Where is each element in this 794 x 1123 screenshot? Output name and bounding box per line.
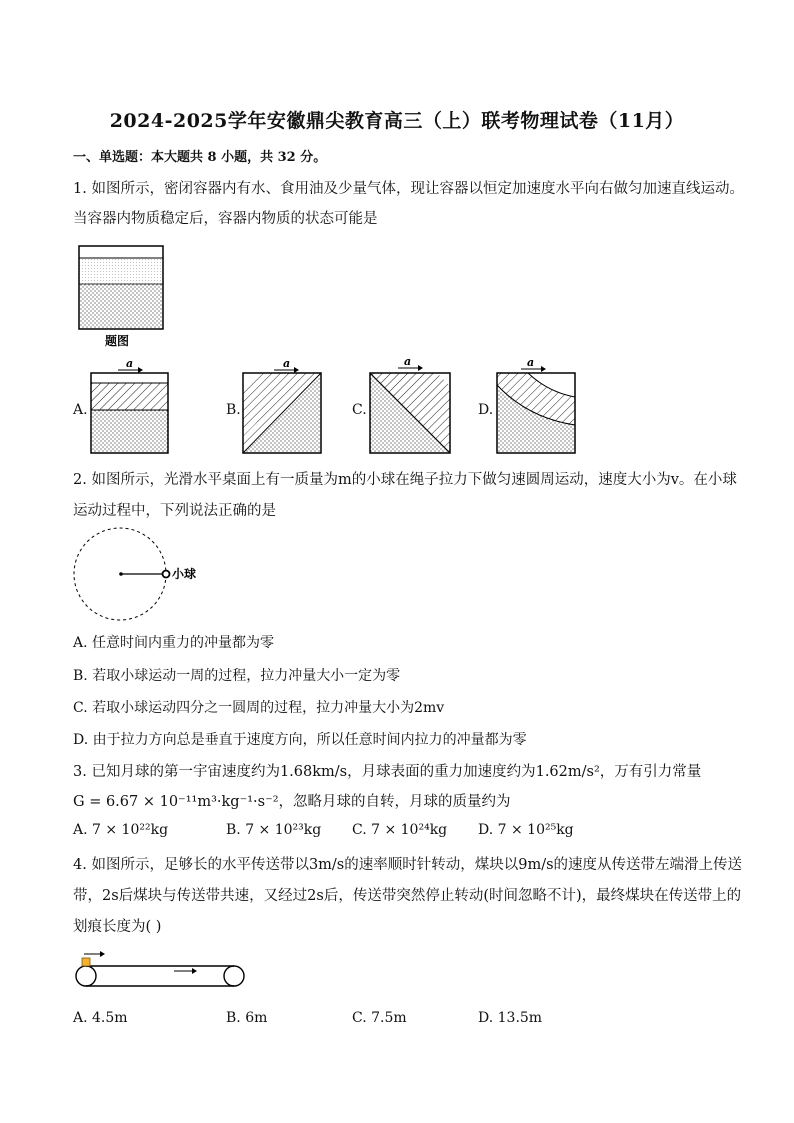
q1-option-a-figure xyxy=(91,357,168,453)
q2-ball-label: 小球 xyxy=(172,567,197,581)
q1-figure-caption: 题图 xyxy=(105,334,130,348)
q1-a-accel-label: a xyxy=(126,357,134,370)
q1-option-d-label[interactable]: D. xyxy=(478,402,494,418)
q3-stem-line2: G = 6.67 × 10⁻¹¹m³·kg⁻¹·s⁻²，忽略月球的自转，月球的质量约为 xyxy=(73,794,511,810)
section-heading: 一、单选题：本大题共 8 小题，共 32 分。 xyxy=(73,150,327,165)
q1-option-c-figure xyxy=(370,373,450,453)
q3-option-c[interactable]: C. 7 × 10²⁴kg xyxy=(352,822,448,838)
q1-c-accel-label: a xyxy=(404,355,412,368)
q2-option-d[interactable]: D. 由于拉力方向总是垂直于速度方向，所以任意时间内拉力的冲量都为零 xyxy=(73,732,527,748)
q2-circle-figure xyxy=(60,520,220,630)
q4-option-a[interactable]: A. 4.5m xyxy=(73,1010,128,1026)
q1-option-a-label[interactable]: A. xyxy=(73,402,88,418)
q1-stem-line2: 当容器内物质稳定后，容器内物质的状态可能是 xyxy=(73,211,378,227)
q1-option-b-label[interactable]: B. xyxy=(226,402,241,418)
q2-stem-line1: 2. 如图所示，光滑水平桌面上有一质量为m的小球在绳子拉力下做匀速圆周运动，速度大小为v。在小球 xyxy=(73,472,737,488)
q2-option-a[interactable]: A. 任意时间内重力的冲量都为零 xyxy=(73,635,275,651)
q4-option-d[interactable]: D. 13.5m xyxy=(478,1010,543,1026)
q2-option-c[interactable]: C. 若取小球运动四分之一圆周的过程，拉力冲量大小为2mv xyxy=(73,700,445,716)
q1-option-c-label[interactable]: C. xyxy=(352,402,367,418)
q4-option-b[interactable]: B. 6m xyxy=(226,1010,268,1026)
q4-stem-line2: 带，2s后煤块与传送带共速，又经过2s后，传送带突然停止转动(时间忽略不计)，最终煤块在传送带上的 xyxy=(73,888,742,904)
q3-stem-line1: 3. 已知月球的第一宇宙速度约为1.68km/s，月球表面的重力加速度约为1.62m/s²，万有引力常量 xyxy=(73,764,702,780)
q1-option-d-figure xyxy=(497,373,575,453)
q1-figures xyxy=(0,0,794,470)
q1-stem-line1: 1. 如图所示，密闭容器内有水、食用油及少量气体，现让容器以恒定加速度水平向右做匀加速直线运动。 xyxy=(73,181,744,197)
q1-b-accel-label: a xyxy=(283,357,291,370)
q2-option-b[interactable]: B. 若取小球运动一周的过程，拉力冲量大小一定为零 xyxy=(73,668,401,684)
q2-ball xyxy=(163,571,170,578)
q3-option-b[interactable]: B. 7 × 10²³kg xyxy=(226,822,322,838)
q4-conveyor-figure xyxy=(70,948,260,993)
page-title: 2024-2025学年安徽鼎尖教育高三（上）联考物理试卷（11月） xyxy=(109,110,685,132)
q4-option-c[interactable]: C. 7.5m xyxy=(352,1010,407,1026)
q1-d-accel-label: a xyxy=(527,356,535,369)
q2-stem-line2: 运动过程中，下列说法正确的是 xyxy=(73,503,276,519)
q1-option-b-figure xyxy=(243,373,321,453)
q4-stem-line1: 4. 如图所示，足够长的水平传送带以3m/s的速率顺时针转动，煤块以9m/s的速度从传送带左端滑上传送 xyxy=(73,857,743,873)
q1-topic-container-figure xyxy=(79,246,163,329)
q3-option-a[interactable]: A. 7 × 10²²kg xyxy=(73,822,169,838)
q4-coal-block xyxy=(82,958,90,966)
q4-stem-line3: 划痕长度为( ) xyxy=(73,919,162,935)
q3-option-d[interactable]: D. 7 × 10²⁵kg xyxy=(478,822,574,838)
